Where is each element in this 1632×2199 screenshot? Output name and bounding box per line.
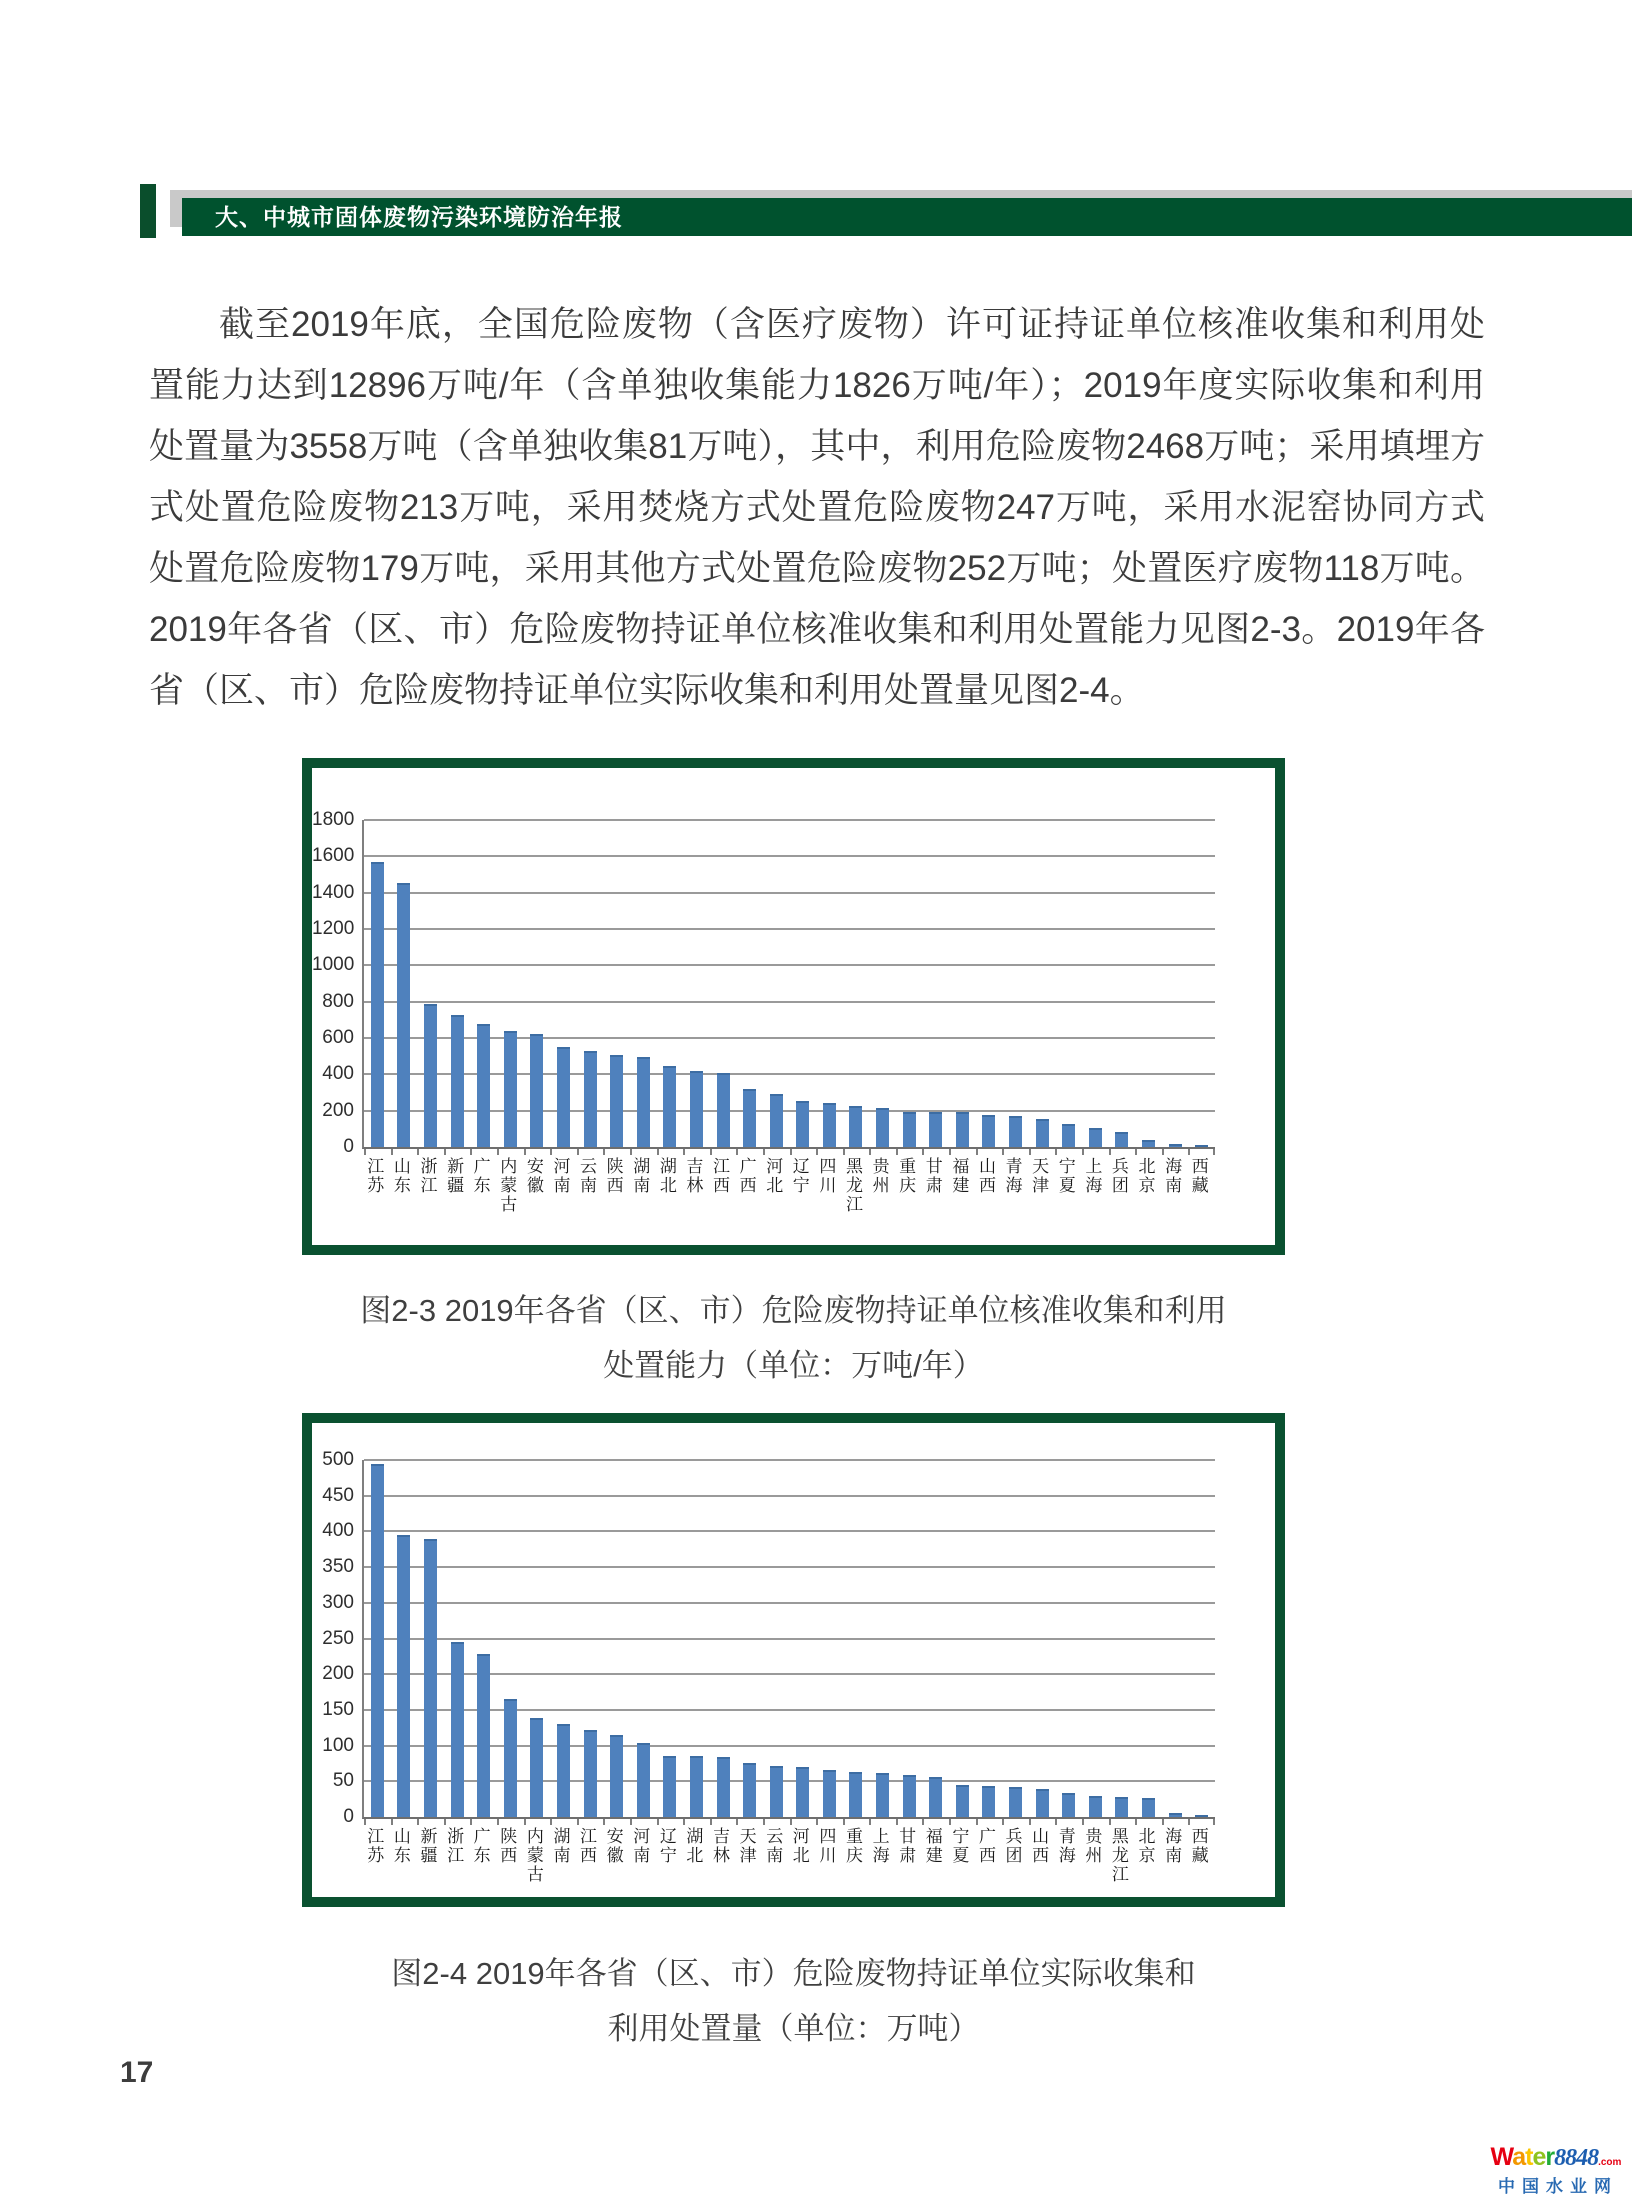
figure-2-3-caption (302, 1283, 1285, 1393)
x-axis-category-label: 天 津 (739, 1827, 757, 1865)
x-axis-category-label: 黑 龙 江 (1111, 1827, 1129, 1884)
x-axis-tick (524, 1819, 526, 1825)
y-axis-tick-label: 500 (322, 1449, 354, 1470)
bar (743, 1763, 756, 1817)
watermark-number: 8848 (1554, 2145, 1599, 2171)
x-axis-category-label: 北 京 (1138, 1157, 1156, 1195)
x-axis-tick (1002, 1819, 1004, 1825)
x-axis-category-label: 江 苏 (367, 1827, 385, 1865)
y-axis-tick-label: 200 (322, 1663, 354, 1685)
x-axis-category-label: 甘 肃 (925, 1157, 943, 1195)
x-axis-tick (976, 1149, 978, 1155)
x-axis-tick (683, 1819, 685, 1825)
x-axis-category-label: 上 海 (1085, 1157, 1103, 1195)
figure-2-3-caption-line2: 处置能力（单位：万吨/年） (603, 1348, 984, 1383)
x-axis-category-label: 江 苏 (367, 1157, 385, 1195)
x-axis-tick (470, 1819, 472, 1825)
x-axis-tick (444, 1819, 446, 1825)
bar (1036, 1789, 1049, 1817)
x-axis-tick (470, 1149, 472, 1155)
bar (743, 1089, 756, 1147)
gridline (364, 819, 1215, 821)
x-axis-category-label: 云 南 (580, 1157, 598, 1195)
x-axis-tick (736, 1819, 738, 1825)
figure-2-3-chart (302, 758, 1285, 1255)
x-axis-tick (657, 1819, 659, 1825)
x-axis-category-label: 重 庆 (845, 1827, 863, 1865)
x-axis-category-label: 北 京 (1138, 1827, 1156, 1865)
bar (584, 1730, 597, 1817)
x-axis-category-label: 山 西 (978, 1157, 996, 1195)
gridline (364, 1073, 1215, 1075)
gridline (364, 964, 1215, 966)
x-axis-category-label: 海 南 (1165, 1827, 1183, 1865)
page-number: 17 (120, 2056, 154, 2089)
watermark-subtitle: 中国水业网 (1498, 2177, 1618, 2196)
bar (717, 1073, 730, 1147)
bar (477, 1654, 490, 1817)
bar (663, 1756, 676, 1817)
x-axis-category-label: 福 建 (952, 1157, 970, 1195)
bar (903, 1775, 916, 1817)
bar (371, 862, 384, 1147)
section-title: 大、中城市固体废物污染环境防治年报 (215, 204, 623, 230)
x-axis-tick (1055, 1819, 1057, 1825)
figure-2-4-caption (302, 1946, 1285, 2056)
y-axis-tick-label: 1600 (312, 845, 355, 867)
bar (637, 1057, 650, 1147)
y-axis-tick-label: 300 (322, 1591, 354, 1613)
watermark-word (1491, 2143, 1555, 2171)
x-axis-tick (869, 1149, 871, 1155)
gridline (364, 1110, 1215, 1112)
watermark-letter: e (1532, 2143, 1546, 2171)
x-axis-category-label: 河 南 (553, 1157, 571, 1195)
x-axis-tick (922, 1149, 924, 1155)
x-axis-tick (603, 1149, 605, 1155)
x-axis-category-label: 陕 西 (606, 1157, 624, 1195)
x-axis-tick (497, 1149, 499, 1155)
bar (557, 1724, 570, 1817)
x-axis-category-label: 湖 北 (686, 1827, 704, 1865)
bar (504, 1699, 517, 1817)
body-paragraph: 截至2019年底，全国危险废物（含医疗废物）许可证持证单位核准收集和利用处置能力达到12896万吨/年（含单独收集能力1826万吨/年）；2019年度实际收集和利用处置量为3558万吨（含单独收集81万吨），其中，利用危险废物2468万吨；采用填埋方式处置危险废物213万吨，采用焚烧方式处置危险废物247万吨，采用水泥窑协同方式处置危险废物179万吨，采用其他方式处置危险废物252万吨；处置医疗废物118万吨。2019年各省（区、市）危险废物持证单位核准收集和利用处置能力见图2-3。2019年各省（区、市）危险废物持证单位实际收集和利用处置量见图2-4。 (149, 305, 1485, 710)
x-axis-tick (763, 1819, 765, 1825)
bar (530, 1718, 543, 1817)
bar (823, 1770, 836, 1817)
water8848-watermark (1484, 2144, 1628, 2197)
x-axis-category-label: 贵 州 (872, 1157, 890, 1195)
x-axis-category-label: 重 庆 (899, 1157, 917, 1195)
gridline (364, 1566, 1215, 1568)
bar (1036, 1119, 1049, 1147)
header-left-tab (140, 184, 156, 238)
bar (1142, 1798, 1155, 1817)
x-axis-category-label: 吉 林 (686, 1157, 704, 1195)
gridline (364, 1495, 1215, 1497)
bar (849, 1772, 862, 1817)
gridline (364, 1602, 1215, 1604)
x-axis-tick (1213, 1819, 1215, 1825)
x-axis-category-label: 兵 团 (1111, 1157, 1129, 1195)
x-axis-tick (843, 1819, 845, 1825)
x-axis-tick (1188, 1819, 1190, 1825)
x-axis-category-label: 山 东 (393, 1157, 411, 1195)
x-axis-category-label: 辽 宁 (659, 1827, 677, 1865)
x-axis-category-label: 河 南 (633, 1827, 651, 1865)
gridline (364, 1745, 1215, 1747)
x-axis-tick (922, 1819, 924, 1825)
y-axis-tick-label: 0 (343, 1136, 354, 1157)
y-axis-tick-label: 450 (322, 1484, 354, 1506)
x-axis-category-label: 广 东 (473, 1157, 491, 1195)
x-axis-category-label: 新 疆 (447, 1157, 465, 1195)
x-axis-tick (816, 1149, 818, 1155)
y-axis-tick-label: 100 (322, 1734, 354, 1756)
x-axis-category-label: 山 西 (1032, 1827, 1050, 1865)
bar (1195, 1145, 1208, 1147)
x-axis-tick (524, 1149, 526, 1155)
x-axis-category-label: 河 北 (792, 1827, 810, 1865)
x-axis-tick (577, 1149, 579, 1155)
x-axis-category-label: 四 川 (819, 1157, 837, 1195)
y-axis-tick-label: 600 (322, 1027, 354, 1048)
x-axis-tick (550, 1149, 552, 1155)
bar (770, 1094, 783, 1147)
gridline (364, 1001, 1215, 1003)
x-axis-category-label: 西 藏 (1191, 1827, 1209, 1865)
section-title-bar (182, 198, 1632, 236)
gridline (364, 1780, 1215, 1782)
bar (903, 1112, 916, 1147)
bar (397, 1535, 410, 1817)
y-axis-tick-label: 400 (322, 1063, 354, 1085)
x-axis-category-label: 新 疆 (420, 1827, 438, 1865)
x-axis-tick (1082, 1149, 1084, 1155)
x-axis-tick (364, 1819, 366, 1825)
bar (530, 1034, 543, 1147)
x-axis-tick (417, 1819, 419, 1825)
x-axis-tick (630, 1149, 632, 1155)
gridline (364, 1037, 1215, 1039)
watermark-logo-row (1484, 2144, 1628, 2176)
x-axis-category-label: 贵 州 (1085, 1827, 1103, 1865)
x-axis-tick (790, 1819, 792, 1825)
bar (956, 1785, 969, 1817)
x-axis-tick (869, 1819, 871, 1825)
y-axis-tick-label: 250 (322, 1627, 354, 1649)
x-axis-tick (1213, 1149, 1215, 1155)
x-axis-category-label: 湖 南 (553, 1827, 571, 1865)
x-axis-category-label: 青 海 (1005, 1157, 1023, 1195)
bar (770, 1766, 783, 1817)
x-axis-tick (1109, 1819, 1111, 1825)
bar (477, 1024, 490, 1147)
x-axis-category-label: 宁 夏 (1058, 1157, 1076, 1195)
x-axis-tick (896, 1819, 898, 1825)
bar (876, 1773, 889, 1817)
bar (1115, 1132, 1128, 1147)
figure-2-4-caption-line2: 利用处置量（单位：万吨） (607, 2011, 980, 2046)
x-axis-category-label: 湖 北 (659, 1157, 677, 1195)
y-axis-tick-label: 50 (332, 1770, 354, 1792)
x-axis-category-label: 辽 宁 (792, 1157, 810, 1195)
x-axis-category-label: 安 徽 (526, 1157, 544, 1195)
watermark-letter: r (1545, 2143, 1555, 2171)
figure-2-4-chart (302, 1413, 1285, 1907)
bar (424, 1004, 437, 1147)
x-axis-tick (949, 1819, 951, 1825)
x-axis-category-label: 西 藏 (1191, 1157, 1209, 1195)
bar (796, 1101, 809, 1147)
x-axis-tick (1002, 1149, 1004, 1155)
x-axis-tick (896, 1149, 898, 1155)
x-axis-category-label: 黑 龙 江 (845, 1157, 863, 1214)
bar (451, 1642, 464, 1817)
x-axis-category-label: 云 南 (766, 1827, 784, 1865)
bar (929, 1112, 942, 1147)
bar (982, 1786, 995, 1817)
bar (1195, 1815, 1208, 1817)
x-axis-category-label: 吉 林 (713, 1827, 731, 1865)
x-axis-tick (1029, 1149, 1031, 1155)
watermark-letter: W (1490, 2143, 1513, 2171)
x-axis-tick (710, 1149, 712, 1155)
x-axis-category-label: 四 川 (819, 1827, 837, 1865)
bar (1089, 1128, 1102, 1147)
bar (1089, 1796, 1102, 1817)
x-axis-tick (603, 1819, 605, 1825)
x-axis-tick (1082, 1819, 1084, 1825)
x-axis-category-label: 天 津 (1032, 1157, 1050, 1195)
watermark-letter: t (1525, 2143, 1533, 2171)
x-axis-category-label: 河 北 (766, 1157, 784, 1195)
x-axis-category-label: 山 东 (393, 1827, 411, 1865)
y-axis-tick-label: 1000 (312, 954, 355, 976)
x-axis-category-label: 宁 夏 (952, 1827, 970, 1865)
bar (451, 1015, 464, 1147)
bar (1169, 1144, 1182, 1147)
x-axis-tick (444, 1149, 446, 1155)
figure-2-4-caption-line1: 图2-4 2019年各省（区、市）危险废物持证单位实际收集和 (391, 1956, 1196, 1991)
x-axis-category-label: 海 南 (1165, 1157, 1183, 1195)
x-axis-tick (710, 1819, 712, 1825)
y-axis-tick-label: 1400 (312, 881, 355, 903)
x-axis-tick (1029, 1819, 1031, 1825)
y-axis-tick-label: 800 (322, 990, 354, 1012)
x-axis-tick (630, 1819, 632, 1825)
y-axis-tick-label: 1200 (312, 918, 355, 939)
x-axis-tick (1109, 1149, 1111, 1155)
gridline (364, 855, 1215, 857)
x-axis-tick (790, 1149, 792, 1155)
x-axis-tick (497, 1819, 499, 1825)
bar (876, 1108, 889, 1147)
x-axis-tick (391, 1149, 393, 1155)
x-axis-category-label: 上 海 (872, 1827, 890, 1865)
watermark-dotcom: .com (1598, 2157, 1622, 2168)
x-axis-tick (550, 1819, 552, 1825)
bar (1142, 1140, 1155, 1147)
x-axis-tick (1188, 1149, 1190, 1155)
figure-2-4-plot-area (362, 1460, 1215, 1819)
x-axis-tick (736, 1149, 738, 1155)
figure-2-3-plot-area (362, 820, 1215, 1149)
bar (956, 1112, 969, 1147)
y-axis-tick-label: 1800 (312, 809, 355, 830)
x-axis-category-label: 陕 西 (500, 1827, 518, 1865)
bar (610, 1735, 623, 1817)
bar (849, 1106, 862, 1147)
bar (424, 1539, 437, 1817)
gridline (364, 1530, 1215, 1532)
gridline (364, 928, 1215, 930)
x-axis-category-label: 福 建 (925, 1827, 943, 1865)
bar (1009, 1787, 1022, 1817)
x-axis-tick (1055, 1149, 1057, 1155)
bar (663, 1066, 676, 1147)
y-axis-tick-label: 200 (322, 1099, 354, 1121)
x-axis-category-label: 安 徽 (606, 1827, 624, 1865)
x-axis-category-label: 内 蒙 古 (500, 1157, 518, 1214)
x-axis-tick (1162, 1149, 1164, 1155)
x-axis-tick (577, 1819, 579, 1825)
x-axis-category-label: 浙 江 (420, 1157, 438, 1195)
bar (1062, 1124, 1075, 1147)
bar (557, 1047, 570, 1147)
bar (637, 1743, 650, 1817)
bar (690, 1071, 703, 1147)
x-axis-tick (1162, 1819, 1164, 1825)
x-axis-category-label: 江 西 (580, 1827, 598, 1865)
y-axis-tick-label: 350 (322, 1556, 354, 1578)
watermark-letter: a (1512, 2143, 1526, 2171)
x-axis-tick (976, 1819, 978, 1825)
x-axis-category-label: 甘 肃 (899, 1827, 917, 1865)
bar (690, 1756, 703, 1817)
x-axis-category-label: 内 蒙 古 (526, 1827, 544, 1884)
gridline (364, 1459, 1215, 1461)
bar (982, 1115, 995, 1147)
bar (610, 1055, 623, 1147)
x-axis-category-label: 湖 南 (633, 1157, 651, 1195)
x-axis-category-label: 江 西 (713, 1157, 731, 1195)
bar (823, 1103, 836, 1148)
x-axis-tick (1135, 1149, 1137, 1155)
bar (929, 1777, 942, 1817)
bar (1169, 1813, 1182, 1817)
bar (717, 1757, 730, 1817)
gridline (364, 1673, 1215, 1675)
x-axis-tick (364, 1149, 366, 1155)
bar (796, 1767, 809, 1817)
x-axis-category-label: 广 西 (978, 1827, 996, 1865)
x-axis-tick (683, 1149, 685, 1155)
figure-2-3-caption-line1: 图2-3 2019年各省（区、市）危险废物持证单位核准收集和利用 (360, 1293, 1227, 1328)
x-axis-tick (949, 1149, 951, 1155)
x-axis-tick (816, 1819, 818, 1825)
x-axis-tick (391, 1819, 393, 1825)
bar (1009, 1116, 1022, 1147)
x-axis-category-label: 兵 团 (1005, 1827, 1023, 1865)
bar (504, 1031, 517, 1147)
x-axis-tick (1135, 1819, 1137, 1825)
x-axis-tick (417, 1149, 419, 1155)
bar (371, 1464, 384, 1817)
x-axis-tick (843, 1149, 845, 1155)
x-axis-category-label: 青 海 (1058, 1827, 1076, 1865)
bar (1062, 1793, 1075, 1817)
x-axis-tick (657, 1149, 659, 1155)
x-axis-category-label: 广 西 (739, 1157, 757, 1195)
x-axis-category-label: 广 东 (473, 1827, 491, 1865)
gridline (364, 1709, 1215, 1711)
x-axis-tick (763, 1149, 765, 1155)
bar (1115, 1797, 1128, 1817)
gridline (364, 1638, 1215, 1640)
y-axis-tick-label: 150 (322, 1698, 354, 1720)
gridline (364, 892, 1215, 894)
bar (397, 883, 410, 1147)
y-axis-tick-label: 400 (322, 1520, 354, 1542)
bar (584, 1051, 597, 1147)
x-axis-category-label: 浙 江 (447, 1827, 465, 1865)
y-axis-tick-label: 0 (343, 1806, 354, 1827)
